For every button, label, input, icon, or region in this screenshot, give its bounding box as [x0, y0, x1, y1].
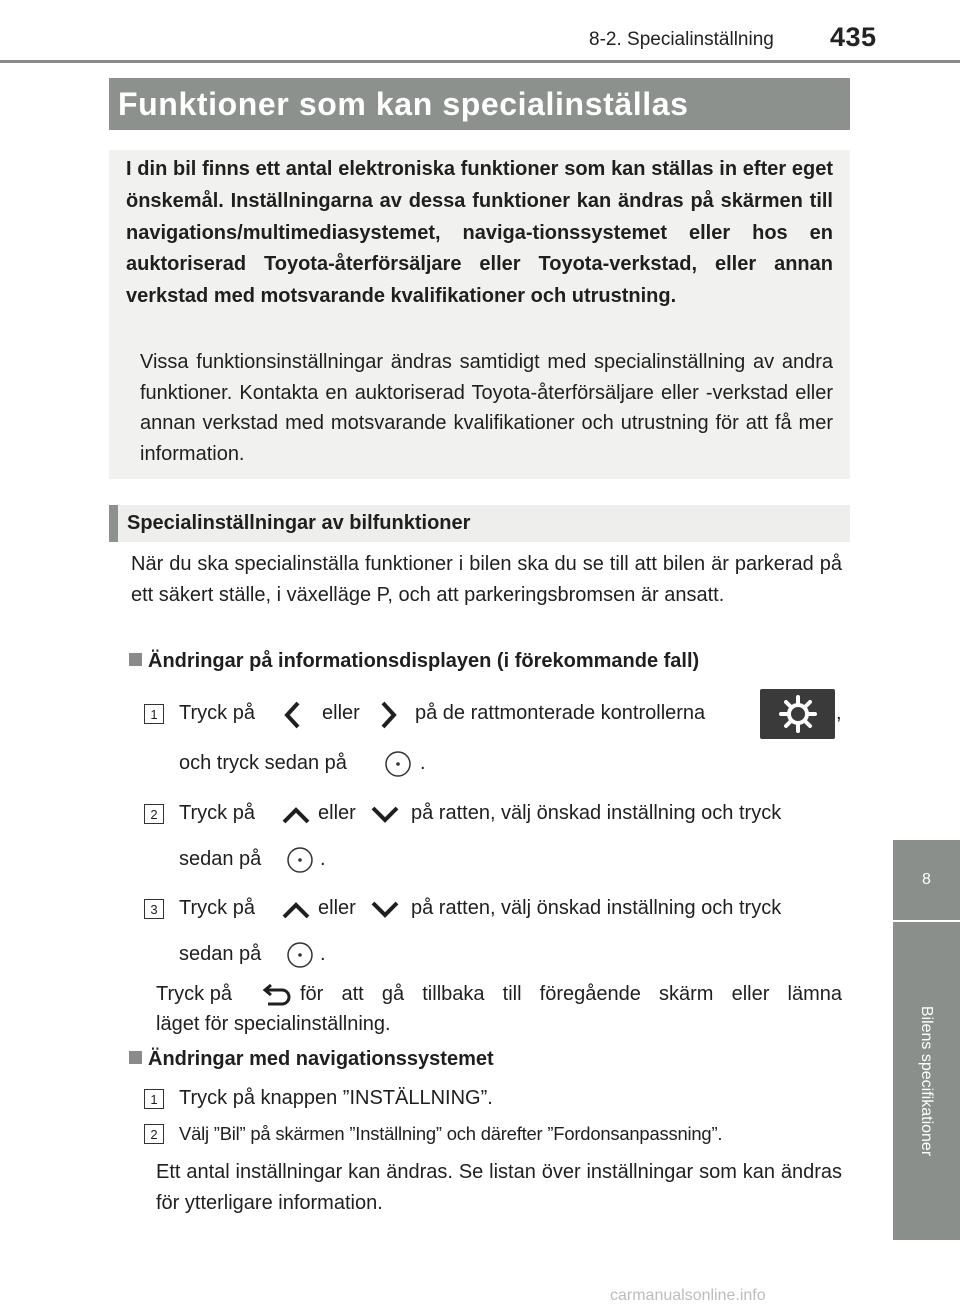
- step-number: [144, 899, 164, 919]
- step-text: Tryck på: [179, 702, 255, 724]
- header-rule: [0, 60, 960, 63]
- bullet-square: [129, 653, 142, 666]
- note-text: Ett antal inställningar kan ändras. Se listan över inställningar som kan ändras för ytterligare information.: [156, 1161, 842, 1214]
- watermark: carmanualsonline.info: [610, 1287, 766, 1304]
- page-title: Funktioner som kan specialinställas: [118, 85, 689, 122]
- step-number: [144, 804, 164, 824]
- step-text: sedan på: [179, 943, 262, 965]
- step-text: sedan på: [179, 848, 262, 870]
- section-heading-text: Ändringar på informationsdisplayen (i förekommande fall): [148, 650, 700, 672]
- intro-bold-text: I din bil finns ett antal elektroniska funktioner som kan ställas in efter eget önskemål. Inställningarna av dessa funktioner kan ändras på skärmen till navigations/multimediasystemet, naviga-tionssystemet eller hos en auktoriserad Toyota-återförsäljare eller Toyota-verkstad, eller annan verkstad med motsvarande kvalifikationer och utrustning.: [126, 158, 833, 308]
- note-text: för att gå tillbaka till föregående skärm eller lämna: [300, 983, 842, 1005]
- step-number-text: 1: [150, 706, 158, 722]
- chevron-down-icon: [370, 898, 400, 920]
- settings-gear-icon: [760, 689, 835, 739]
- note-text: läget för specialinställning.: [156, 1013, 391, 1035]
- step-text: Tryck på knappen ”INSTÄLLNING”.: [179, 1087, 493, 1109]
- step-text: och tryck sedan på: [179, 752, 347, 774]
- intro-note-text: Vissa funktionsinställningar ändras samtidigt med specialinställning av andra funktioner. Kontakta en auktoriserad Toyota-återförsäljare eller -verkstad eller annan verkstad med motsvarande kvalifikationer och utrustning för att få mer information.: [140, 351, 833, 465]
- chevron-right-icon: [378, 700, 398, 730]
- step-text: på ratten, välj önskad inställning och tryck: [411, 802, 782, 824]
- step-text: Tryck på: [179, 897, 255, 919]
- page-title-bar: [109, 78, 850, 130]
- intro-paragraph: När du ska specialinställa funktioner i bilen ska du se till att bilen är parkerad på ett säkert ställe, i växelläge P, och att parkeringsbromsen är ansatt.: [131, 553, 842, 606]
- step-number: [144, 704, 164, 724]
- section-heading-navigation: [129, 1048, 494, 1071]
- subheading: [109, 505, 850, 542]
- bullet-square: [129, 1051, 142, 1064]
- step-text: eller: [318, 897, 356, 919]
- ok-dial-icon: [285, 845, 315, 875]
- step-number-text: 3: [150, 901, 158, 917]
- section-heading-info-display: [129, 650, 699, 673]
- subheading-text: Specialinställningar av bilfunktioner: [127, 512, 471, 534]
- step-text: ,: [836, 702, 842, 724]
- section-title: 8-2. Specialinställning: [589, 29, 774, 50]
- ok-dial-icon: [383, 749, 413, 779]
- step-number-text: 1: [150, 1091, 158, 1107]
- section-heading-text: Ändringar med navigationssystemet: [148, 1048, 494, 1070]
- chevron-up-icon: [281, 803, 311, 825]
- page-number: 435: [830, 22, 877, 52]
- step-text: på ratten, välj önskad inställning och tryck: [411, 897, 782, 919]
- chapter-number: 8: [922, 871, 931, 888]
- step-text: eller: [322, 702, 360, 724]
- chevron-down-icon: [370, 803, 400, 825]
- chevron-left-icon: [283, 700, 303, 730]
- step-number-text: 2: [150, 1126, 158, 1142]
- step-number: [144, 1124, 164, 1144]
- chevron-up-icon: [281, 898, 311, 920]
- chapter-tab-number: [893, 840, 960, 920]
- step-text: .: [320, 943, 326, 965]
- back-arrow-icon: [256, 983, 292, 1009]
- step-text: .: [320, 848, 326, 870]
- step-number-text: 2: [150, 806, 158, 822]
- step-text: Välj ”Bil” på skärmen ”Inställning” och därefter ”Fordonsanpassning”.: [179, 1123, 723, 1144]
- step-text: .: [420, 752, 426, 774]
- step-text: eller: [318, 802, 356, 824]
- chapter-tab-label: Bilens specifikationer: [918, 1005, 935, 1157]
- step-text: Tryck på: [179, 802, 255, 824]
- ok-dial-icon: [285, 940, 315, 970]
- step-number: [144, 1089, 164, 1109]
- step-text: på de rattmonterade kontrollerna: [415, 702, 706, 724]
- note-text: Tryck på: [156, 983, 232, 1005]
